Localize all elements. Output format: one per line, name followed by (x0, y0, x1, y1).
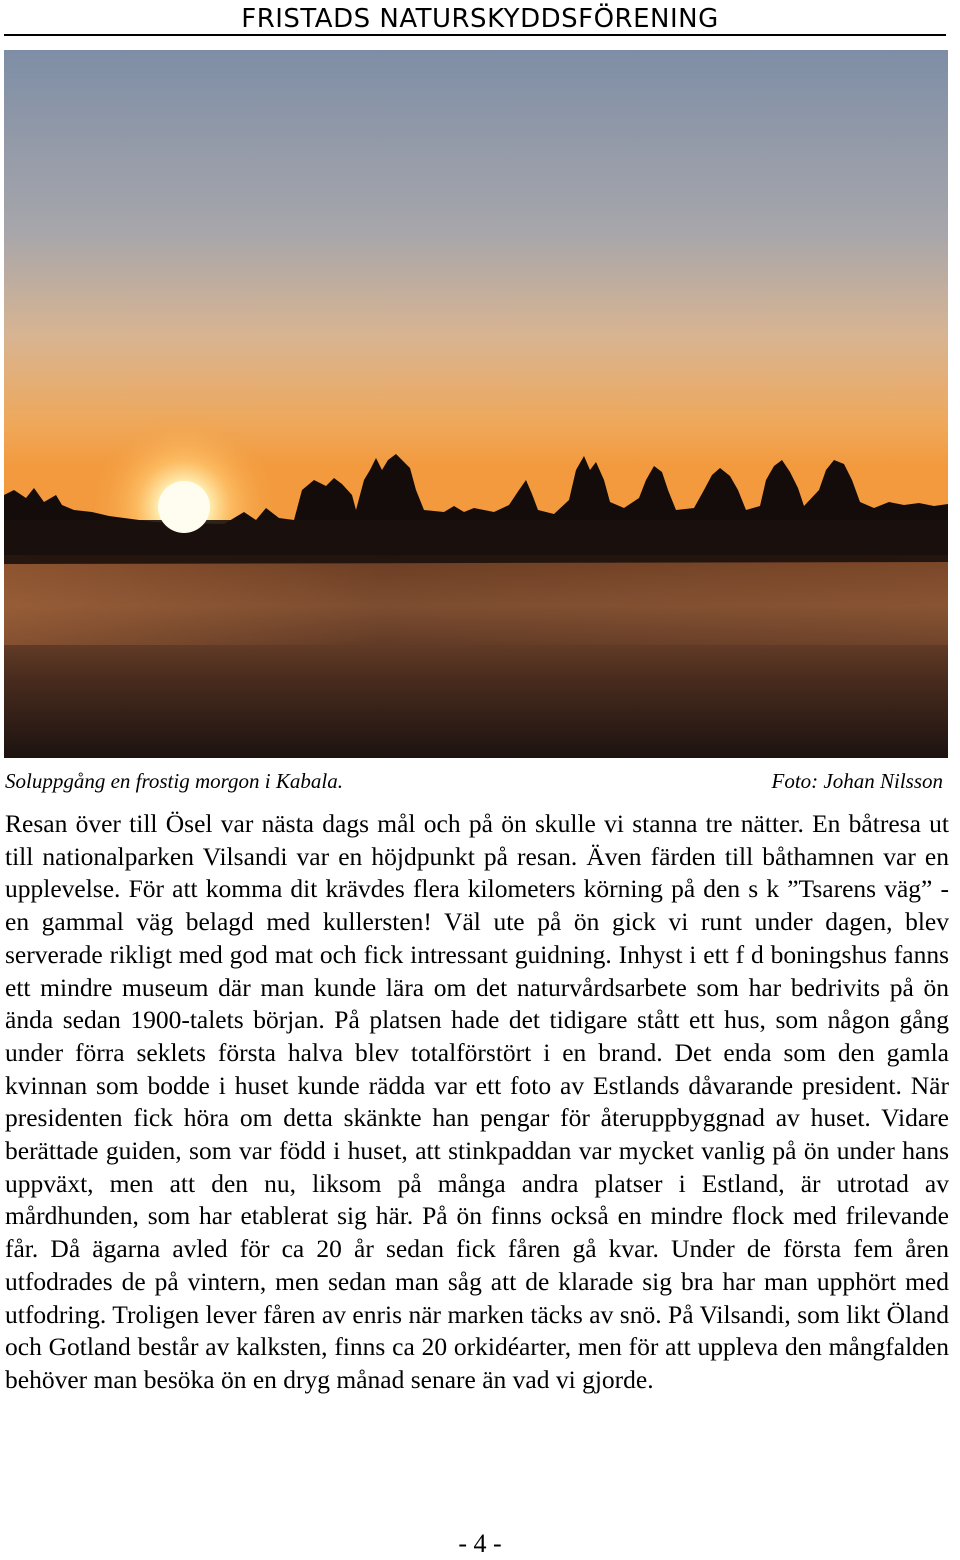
photo-caption: Soluppgång en frostig morgon i Kabala. (5, 769, 343, 793)
photo-credit: Foto: Johan Nilsson (771, 769, 943, 793)
sunrise-photo-illustration (4, 50, 948, 758)
horizon-trees-band (4, 520, 948, 564)
article-paragraph: Resan över till Ösel var nästa dags mål och på ön skulle vi stanna tre nätter. En båtresa ut till nationalparken Vilsandi var en höjdpunkt på resan. Även färden till båthamnen var en upplevelse. För att komma dit krävdes flera kilometers körning på den s k ”Tsarens väg” - en gammal väg belagd med kullersten! Väl ute på ön gick vi runt under dagen, blev serverade rikligt med god mat och fick intressant guidning. Inhyst i ett f d boningshus fanns ett mindre museum där man kunde lära om det naturvårdsarbete som har bedrivits på ön ända sedan 1900-talets början. På platsen hade det tidigare stått ett hus, som någon gång under förra seklets första halva blev totalförstört i en brand. Det enda som den gamla kvinnan som bodde i huset kunde rädda var ett foto av Estlands dåvarande president. När presidenten fick höra om detta skänkte han pengar för återuppbyggnad av huset. Vidare berättade guiden, som var född i huset, att stinkpaddan var mycket vanlig på ön under hans uppväxt, men att den nu, liksom på många andra platser i Estland, är utrotad av mårdhunden, som har etablerat sig här. På ön finns också en mindre flock med frilevande får. Då ägarna avled för ca 20 år sedan fick fåren gå kvar. Under de första fem åren utfodrades de på vintern, men sedan man såg att de klarade sig bra har man upphört med utfodring. Troligen lever fåren av enris när marken täcks av snö. På Vilsandi, som likt Öland och Gotland består av kalksten, finns ca 20 orkidéarter, men för att uppleva den mångfalden behöver man besöka ön en dryg månad senare än vad vi gjorde. (5, 809, 949, 1394)
field-sheen (4, 555, 948, 645)
header-divider (4, 34, 946, 36)
page-number: - 4 - (458, 1529, 502, 1558)
sunrise-photo (4, 50, 948, 758)
sun (158, 481, 210, 533)
page-header: FRISTADS NATURSKYDDSFÖRENING (241, 4, 719, 34)
